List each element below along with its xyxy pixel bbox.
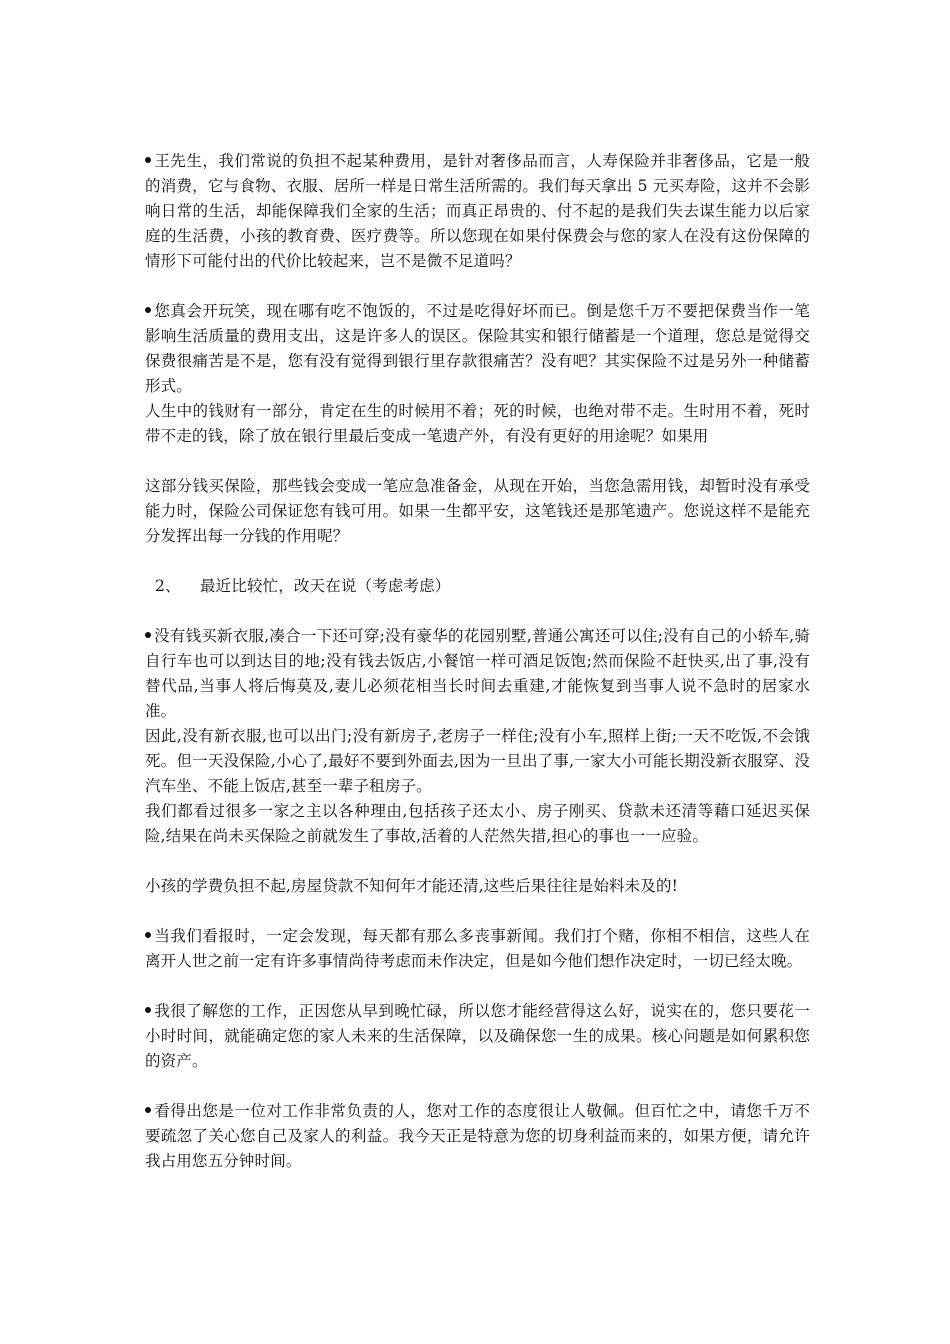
spacer xyxy=(145,549,810,574)
paragraph-text: 当我们看报时，一定会发现，每天都有那么多丧事新闻。我们打个赌，你相不相信，这些人在离开人世之前一定有许多事情尚待考虑而未作决定，但是如今他们想作决定时，一切已经太晚。 xyxy=(145,927,810,970)
document-body xyxy=(145,149,810,1174)
spacer xyxy=(145,599,810,624)
paragraph-text: 您真会开玩笑，现在哪有吃不饱饭的，不过是吃得好坏而已。倒是您千万不要把保费当作一笔影响生活质量的费用支出，这是许多人的误区。保险其实和银行储蓄是一个道理，您总是觉得交保费很痛苦是不是，您有没有觉得到银行里存款很痛苦？没有吧？其实保险不过是另外一种储蓄形式。 xyxy=(145,302,810,395)
spacer xyxy=(145,1074,810,1099)
paragraph-text: 我很了解您的工作，正因您从早到晚忙碌，所以您才能经营得这么好，说实在的，您只要花一小时时间，就能确定您的家人未来的生活保障，以及确保您一生的成果。核心问题是如何累积您的资产。 xyxy=(145,1002,810,1070)
paragraph xyxy=(145,299,810,399)
paragraph-text: 看得出您是一位对工作非常负责的人，您对工作的态度很让人敬佩。但百忙之中，请您千万不要疏忽了关心您自己及家人的利益。我今天正是特意为您的切身利益而来的，如果方便，请允许我占用您五分钟时间。 xyxy=(145,1102,810,1170)
section-title: 最近比较忙，改天在说（考虑考虑） xyxy=(200,577,451,595)
bullet-icon xyxy=(145,1107,151,1113)
section-heading xyxy=(145,574,810,599)
bullet-icon xyxy=(145,157,151,163)
paragraph-text: 没有钱买新衣服,凑合一下还可穿;没有豪华的花园别墅,普通公寓还可以住;没有自己的小轿车,骑自行车也可以到达目的地;没有钱去饭店,小餐馆一样可酒足饭饱;然而保险不赶快买,出了事,没有替代品,当事人将后悔莫及,妻儿必须花相当长时间去重建,才能恢复到当事人说不急时的居家水准。 xyxy=(145,627,810,720)
paragraph xyxy=(145,1099,810,1174)
paragraph xyxy=(145,624,810,724)
bullet-icon xyxy=(145,1007,151,1013)
paragraph: 小孩的学费负担不起,房屋贷款不知何年才能还清,这些后果往往是始料未及的! xyxy=(145,877,678,895)
section-number: 2、 xyxy=(155,577,181,595)
spacer xyxy=(145,274,810,299)
paragraph xyxy=(145,999,810,1074)
paragraph: 人生中的钱财有一部分，肯定在生的时候用不着；死的时候，也绝对带不走。生时用不着，死时带不走的钱，除了放在银行里最后变成一笔遗产外，有没有更好的用途呢？如果用 xyxy=(145,402,810,445)
spacer xyxy=(145,849,810,874)
spacer xyxy=(145,449,810,474)
paragraph: 因此,没有新衣服,也可以出门;没有新房子,老房子一样住;没有小车,照样上街;一天不吃饭,不会饿死。但一天没保险,小心了,最好不要到外面去,因为一旦出了事,一家大小可能长期没新衣服穿、没汽车坐、不能上饭店,甚至一辈子租房子。 xyxy=(145,727,810,795)
spacer xyxy=(145,899,810,924)
paragraph xyxy=(145,924,810,974)
spacer xyxy=(145,974,810,999)
paragraph xyxy=(145,149,810,274)
bullet-icon xyxy=(145,307,151,313)
paragraph-text: 王先生，我们常说的负担不起某种费用，是针对奢侈品而言，人寿保险并非奢侈品，它是一般的消费，它与食物、衣服、居所一样是日常生活所需的。我们每天拿出 5 元买寿险，这并不会影响日常的生活，却能保障我们全家的生活；而真正昂贵的、付不起的是我们失去谋生能力以后家庭的生活费，小孩的教育费、医疗费等。所以您现在如果付保费会与您的家人在没有这份保障的情形下可能付出的代价比较起来，岂不是微不足道吗？ xyxy=(145,152,810,270)
paragraph: 这部分钱买保险，那些钱会变成一笔应急准备金，从现在开始，当您急需用钱，却暂时没有承受能力时，保险公司保证您有钱可用。如果一生都平安，这笔钱还是那笔遗产。您说这样不是能充分发挥出每一分钱的作用呢？ xyxy=(145,477,810,545)
paragraph: 我们都看过很多一家之主以各种理由,包括孩子还太小、房子刚买、贷款未还清等藉口延迟买保险,结果在尚未买保险之前就发生了事故,活着的人茫然失措,担心的事也一一应验。 xyxy=(145,802,810,845)
bullet-icon xyxy=(145,932,151,938)
bullet-icon xyxy=(145,632,151,638)
